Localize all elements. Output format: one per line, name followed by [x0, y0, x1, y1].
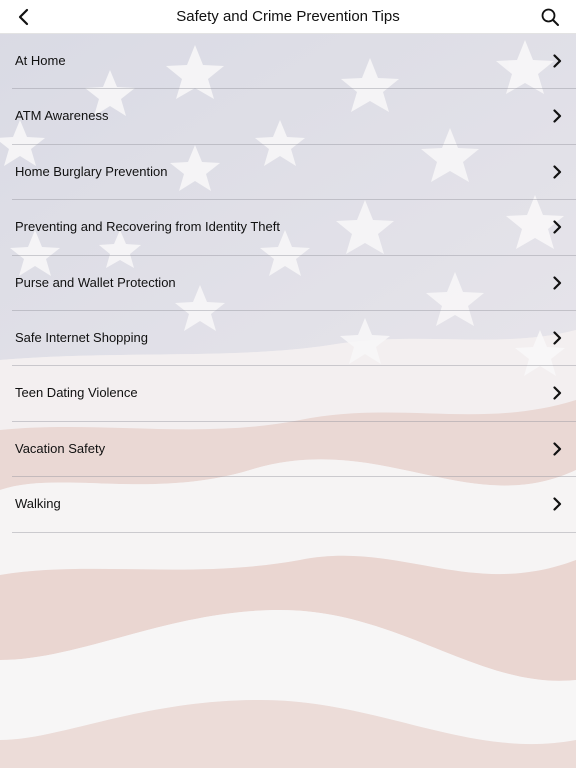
list-item-label: At Home	[15, 53, 66, 68]
list-item-label: Home Burglary Prevention	[15, 163, 168, 179]
chevron-right-icon	[552, 331, 562, 345]
chevron-right-icon	[552, 54, 562, 68]
list-item[interactable]	[0, 256, 576, 311]
tips-list	[0, 34, 576, 533]
page-title: Safety and Crime Prevention Tips	[176, 8, 400, 25]
list-item-label: Vacation Safety	[15, 440, 106, 456]
chevron-right-icon	[552, 109, 562, 123]
list-item[interactable]	[0, 200, 576, 255]
list-item[interactable]	[0, 311, 576, 366]
list-item-label: Preventing and Recovering from Identity Theft	[15, 219, 280, 235]
chevron-right-icon	[552, 165, 562, 179]
list-item[interactable]	[0, 366, 576, 421]
chevron-right-icon	[552, 276, 562, 290]
list-item-label: Purse and Wallet Protection	[15, 274, 176, 290]
chevron-right-icon	[552, 442, 562, 456]
row-divider	[12, 532, 576, 533]
list-item[interactable]	[0, 422, 576, 477]
list-item-label: ATM Awareness	[15, 108, 109, 124]
search-icon[interactable]	[540, 7, 560, 27]
chevron-right-icon	[552, 386, 562, 400]
list-item-label: Safe Internet Shopping	[15, 329, 148, 345]
chevron-right-icon	[552, 220, 562, 234]
list-item[interactable]	[0, 477, 576, 532]
list-item[interactable]	[0, 89, 576, 144]
chevron-right-icon	[552, 497, 562, 511]
list-item-label: Teen Dating Violence	[15, 385, 138, 401]
navigation-bar	[0, 0, 576, 34]
list-item[interactable]	[0, 145, 576, 200]
list-item[interactable]	[0, 34, 576, 89]
list-item-label: Walking	[15, 496, 61, 512]
